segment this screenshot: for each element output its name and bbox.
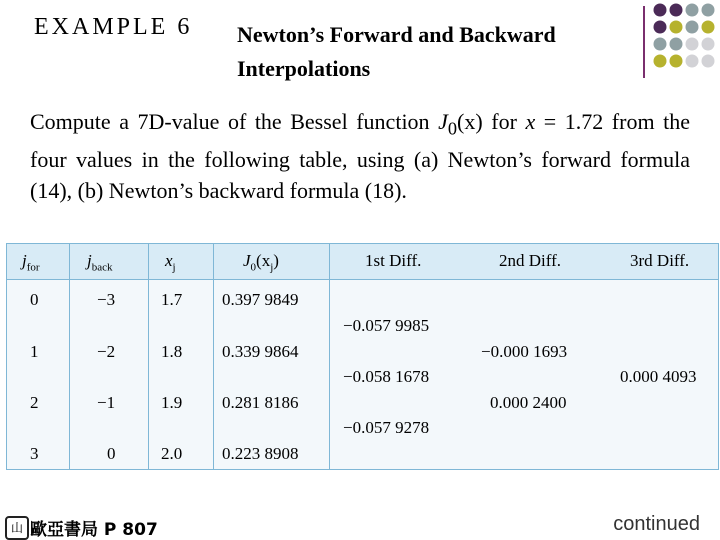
problem-func-arg: (x): [457, 109, 483, 134]
difference-table: [6, 243, 719, 470]
header-xj: $x_j$: [165, 251, 176, 274]
publisher-logo: 山: [5, 516, 29, 540]
cell-jfor: 2: [30, 393, 39, 412]
title-line-2: Interpolations: [237, 56, 371, 81]
header-third-diff: 3rd Diff.: [630, 251, 690, 270]
cell-j0: 0.281 8186: [222, 393, 299, 412]
problem-text-c: = 1.72 from the four values in the following table, using (a) Newton’s forward formula (14), (b) Newton’s backward formula (18).: [30, 109, 690, 204]
cell-jfor: 1: [30, 342, 39, 361]
page-title: [237, 18, 637, 86]
title-line-1: Newton’s Forward and Backward: [237, 22, 556, 47]
decorative-dot-grid: [652, 2, 718, 78]
cell-j0: 0.223 8908: [222, 444, 299, 463]
publisher-page-ref: 歐亞書局 P 807: [30, 520, 158, 540]
cell-x: 2.0: [161, 444, 183, 463]
cell-jback: −2: [97, 342, 116, 361]
problem-text-b: for: [482, 109, 526, 134]
header-jfor: $j_{for}$: [22, 251, 40, 274]
column-divider: [69, 244, 70, 469]
second-diff-value: −0.000 1693: [481, 342, 568, 361]
first-diff-value: −0.057 9985: [343, 316, 430, 335]
first-diff-value: −0.058 1678: [343, 367, 430, 386]
cell-jfor: 0: [30, 290, 39, 309]
cell-j0: 0.339 9864: [222, 342, 299, 361]
cell-x: 1.9: [161, 393, 183, 412]
decorative-divider: [643, 6, 645, 78]
problem-statement: [30, 106, 690, 206]
problem-func: J: [438, 109, 448, 134]
header-first-diff: 1st Diff.: [365, 251, 422, 270]
header-second-diff: 2nd Diff.: [499, 251, 562, 270]
problem-var: x: [525, 109, 536, 134]
cell-x: 1.8: [161, 342, 183, 361]
column-divider: [148, 244, 149, 469]
header-j0: $J_0(x_j)$: [243, 251, 279, 274]
second-diff-value: 0.000 2400: [490, 393, 567, 412]
table-header-band: [7, 244, 718, 280]
cell-jback: −1: [97, 393, 116, 412]
cell-jfor: 3: [30, 444, 39, 463]
problem-func-sub: 0: [447, 118, 458, 139]
column-divider: [213, 244, 214, 469]
header-jback: $j_{back}$: [87, 251, 113, 274]
column-divider: [329, 244, 330, 469]
cell-jback: −3: [97, 290, 116, 309]
continued-label: continued: [613, 513, 700, 535]
cell-x: 1.7: [161, 290, 183, 309]
problem-text-a: Compute a 7D-value of the Bessel function: [30, 109, 439, 134]
third-diff-value: 0.000 4093: [620, 367, 697, 386]
cell-jback: 0: [107, 444, 116, 463]
cell-j0: 0.397 9849: [222, 290, 299, 309]
first-diff-value: −0.057 9278: [343, 418, 430, 437]
example-label: EXAMPLE 6: [34, 14, 193, 40]
